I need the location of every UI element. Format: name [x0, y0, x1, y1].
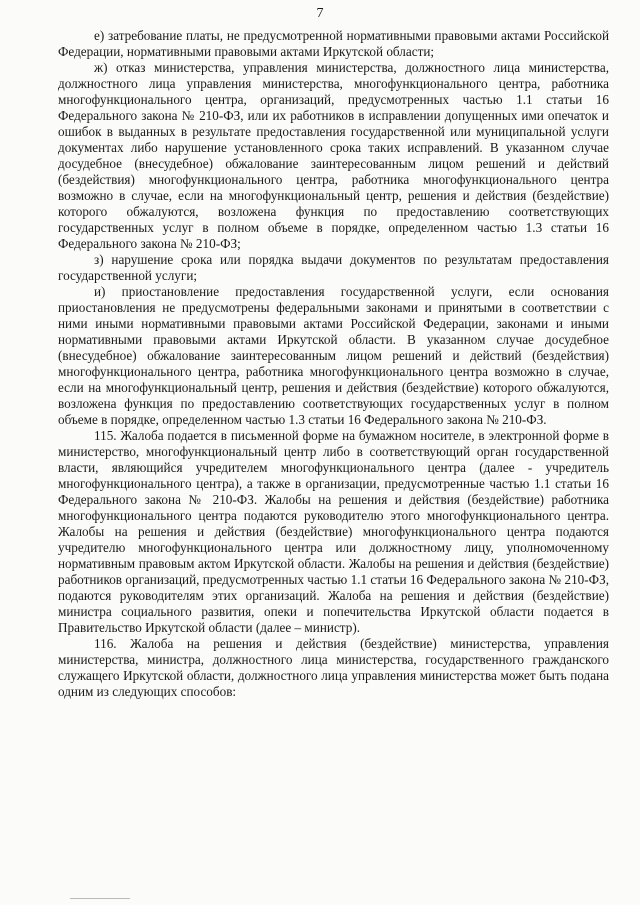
paragraph-e: е) затребование платы, не предусмотренной нормативными правовыми актами Российской Федерации, нормативными правовыми актами Иркутской области; [58, 28, 609, 59]
document-body [58, 28, 609, 700]
page-number: 7 [316, 6, 324, 21]
paragraph-i: и) приостановление предоставления государственной услуги, если основания приостановления не предусмотрены федеральными законами и принятыми в соответствии с ними иными нормативными правовыми актами Российской Федерации, законами и иными нормативными правовыми актами Иркутской области. В указанном случае досудебное (внесудебное) обжалование заинтересованным лицом решений и действий (бездействия) многофункционального центра, работника многофункционального центра возможно в случае, если на многофункциональный центр, решения и действия (бездействие) которого обжалуются, возложена функция по предоставлению соответствующих государственных услуг в полном объеме в порядке, определенном частью 1.3 статьи 16 Федерального закона № 210-ФЗ. [58, 284, 609, 427]
paragraph-115: 115. Жалоба подается в письменной форме на бумажном носителе, в электронной форме в министерство, многофункциональный центр либо в соответствующий орган государственной власти, являющийся учредителем многофункционального центра (далее - учредитель многофункционального центра), а также в организации, предусмотренные частью 1.1 статьи 16 Федерального закона № 210-ФЗ. Жалобы на решения и действия (бездействие) работника многофункционального центра подаются руководителю этого многофункционального центра. Жалобы на решения и действия (бездействие) многофункционального центра подаются учредителю многофункционального центра или должностному лицу, уполномоченному нормативным правовым актом Иркутской области. Жалобы на решения и действия (бездействие) работников организаций, предусмотренных частью 1.1 статьи 16 Федерального закона № 210-ФЗ, подаются руководителям этих организаций. Жалоба на решения и действия (бездействие) министра социального развития, опеки и попечительства Иркутской области подается в Правительство Иркутской области (далее – министр). [58, 428, 609, 635]
paragraph-z: з) нарушение срока или порядка выдачи документов по результатам предоставления государственной услуги; [58, 252, 609, 283]
scan-artifact-line [70, 898, 130, 899]
paragraph-zh: ж) отказ министерства, управления министерства, должностного лица министерства, должностного лица управления министерства, многофункционального центра, работника многофункционального центра, организаций, предусмотренных частью 1.1 статьи 16 Федерального закона № 210-ФЗ, или их работников в исправлении допущенных ими опечаток и ошибок в выданных в результате предоставления государственной или муниципальной услуги документах либо нарушение установленного срока таких исправлений. В указанном случае досудебное (внесудебное) обжалование заинтересованным лицом решений и действий (бездействия) многофункционального центра, работника многофункционального центра возможно в случае, если на многофункциональный центр, решения и действия (бездействие) которого обжалуются, возложена функция по предоставлению соответствующих государственных услуг в полном объеме в порядке, определенном частью 1.3 статьи 16 Федерального закона № 210-ФЗ; [58, 60, 609, 251]
paragraph-116: 116. Жалоба на решения и действия (бездействие) министерства, управления министерства, министра, должностного лица министерства, государственного гражданского служащего Иркутской области, должностного лица управления министерства может быть подана одним из следующих способов: [58, 636, 609, 699]
